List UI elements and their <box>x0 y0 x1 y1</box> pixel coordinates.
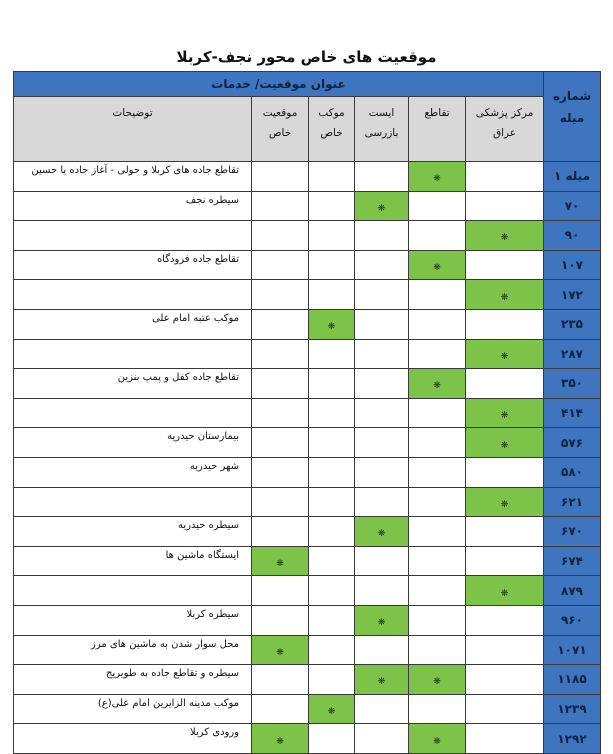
empty-cell <box>252 428 309 458</box>
empty-cell <box>252 517 309 547</box>
marker-number: ۵۸۰ <box>544 457 601 487</box>
marker-number: ۶۷۰ <box>544 517 601 547</box>
mokeb-mark <box>309 694 355 724</box>
description-cell: سیطره کربلا <box>14 605 252 635</box>
empty-cell <box>355 250 409 280</box>
table-row <box>14 487 601 517</box>
medical-mark <box>466 428 544 458</box>
checkpoint-mark <box>355 605 409 635</box>
empty-cell <box>409 635 466 665</box>
empty-cell <box>252 398 309 428</box>
empty-cell <box>466 605 544 635</box>
asterisk-icon: ❋ <box>276 736 284 747</box>
table-row <box>14 605 601 635</box>
table-body <box>14 162 601 754</box>
asterisk-icon: ❋ <box>327 706 336 717</box>
empty-cell <box>309 576 355 606</box>
empty-cell <box>466 517 544 547</box>
asterisk-icon: ❋ <box>500 233 509 244</box>
table-row <box>14 724 601 754</box>
empty-cell <box>252 369 309 399</box>
asterisk-icon: ❋ <box>500 440 509 451</box>
medical-mark <box>466 576 544 606</box>
description-cell <box>14 576 252 606</box>
header-col-medical: مرکز پزشکی عراق <box>466 97 544 162</box>
marker-number: ۱۲۳۹ <box>544 694 601 724</box>
empty-cell <box>309 250 355 280</box>
empty-cell <box>309 546 355 576</box>
empty-cell <box>409 339 466 369</box>
marker-number: ۱۰۷۱ <box>544 635 601 665</box>
header-col-mokeb: موکب خاص <box>309 97 355 162</box>
description-cell: موکب عتبه امام علی <box>14 309 252 339</box>
empty-cell <box>466 191 544 221</box>
asterisk-icon: ❋ <box>327 322 336 333</box>
checkpoint-mark <box>355 517 409 547</box>
marker-number: ۲۳۵ <box>544 309 601 339</box>
asterisk-icon: ❋ <box>433 736 441 747</box>
empty-cell <box>409 605 466 635</box>
empty-cell <box>466 665 544 695</box>
empty-cell <box>309 339 355 369</box>
description-cell: محل سوار شدن به ماشین های مرز <box>14 635 252 665</box>
table-row <box>14 546 601 576</box>
asterisk-icon: ❋ <box>377 529 386 540</box>
empty-cell <box>355 280 409 310</box>
empty-cell <box>466 309 544 339</box>
empty-cell <box>409 398 466 428</box>
asterisk-icon: ❋ <box>377 203 386 214</box>
empty-cell <box>252 250 309 280</box>
marker-number: ۲۸۷ <box>544 339 601 369</box>
locations-table <box>13 71 601 754</box>
asterisk-icon: ❋ <box>433 174 441 185</box>
marker-number: میله ۱ <box>544 162 601 192</box>
table-row <box>14 457 601 487</box>
header-number-line1: شماره <box>552 88 592 103</box>
empty-cell <box>466 250 544 280</box>
empty-cell <box>309 724 355 754</box>
table-row <box>14 221 601 251</box>
special-mark <box>252 546 309 576</box>
intersection-mark <box>409 665 466 695</box>
empty-cell <box>252 694 309 724</box>
empty-cell <box>309 162 355 192</box>
asterisk-icon: ❋ <box>433 677 441 688</box>
description-cell <box>14 280 252 310</box>
medical-mark <box>466 280 544 310</box>
marker-number: ۹۰ <box>544 221 601 251</box>
empty-cell <box>466 546 544 576</box>
description-cell: تقاطع جاده کفل و پمپ بنزین <box>14 369 252 399</box>
table-row <box>14 162 601 192</box>
table-row <box>14 280 601 310</box>
description-cell: ورودی کربلا <box>14 724 252 754</box>
table-row <box>14 250 601 280</box>
description-cell <box>14 398 252 428</box>
asterisk-icon: ❋ <box>433 381 441 392</box>
empty-cell <box>309 487 355 517</box>
asterisk-icon: ❋ <box>500 292 509 303</box>
marker-number: ۱۱۸۵ <box>544 665 601 695</box>
asterisk-icon: ❋ <box>500 588 509 599</box>
empty-cell <box>355 457 409 487</box>
medical-mark <box>466 398 544 428</box>
header-col-special: موقعیت خاص <box>252 97 309 162</box>
empty-cell <box>309 398 355 428</box>
description-cell: سیطره حیدریه <box>14 517 252 547</box>
mokeb-mark <box>309 309 355 339</box>
empty-cell <box>355 576 409 606</box>
medical-mark <box>466 221 544 251</box>
table-row <box>14 635 601 665</box>
empty-cell <box>466 369 544 399</box>
empty-cell <box>355 339 409 369</box>
empty-cell <box>309 191 355 221</box>
intersection-mark <box>409 369 466 399</box>
empty-cell <box>355 546 409 576</box>
description-cell: سیطره و تقاطع جاده به طویریج <box>14 665 252 695</box>
medical-mark <box>466 487 544 517</box>
empty-cell <box>409 191 466 221</box>
marker-number: ۵۷۶ <box>544 428 601 458</box>
table-row <box>14 309 601 339</box>
empty-cell <box>252 665 309 695</box>
description-cell: سیطره نجف <box>14 191 252 221</box>
empty-cell <box>409 457 466 487</box>
empty-cell <box>466 724 544 754</box>
empty-cell <box>355 724 409 754</box>
empty-cell <box>355 694 409 724</box>
checkpoint-mark <box>355 191 409 221</box>
empty-cell <box>409 517 466 547</box>
empty-cell <box>309 280 355 310</box>
empty-cell <box>409 221 466 251</box>
table-row <box>14 517 601 547</box>
asterisk-icon: ❋ <box>377 618 386 629</box>
empty-cell <box>355 162 409 192</box>
empty-cell <box>466 162 544 192</box>
table-row <box>14 398 601 428</box>
empty-cell <box>355 428 409 458</box>
empty-cell <box>252 339 309 369</box>
description-cell: موکب مدینه الزایرین امام علی(ع) <box>14 694 252 724</box>
empty-cell <box>252 457 309 487</box>
empty-cell <box>309 635 355 665</box>
header-col-description: توضیحات <box>14 97 252 162</box>
empty-cell <box>409 280 466 310</box>
special-mark <box>252 724 309 754</box>
table-row <box>14 339 601 369</box>
empty-cell <box>355 369 409 399</box>
header-col-checkpoint: ایست بازرسی <box>355 97 409 162</box>
empty-cell <box>355 309 409 339</box>
table-row <box>14 428 601 458</box>
marker-number: ۱۲۹۲ <box>544 724 601 754</box>
table-row <box>14 191 601 221</box>
description-cell: بیمارستان حیدریه <box>14 428 252 458</box>
empty-cell <box>466 635 544 665</box>
empty-cell <box>355 635 409 665</box>
empty-cell <box>355 398 409 428</box>
empty-cell <box>309 457 355 487</box>
empty-cell <box>252 162 309 192</box>
empty-cell <box>252 221 309 251</box>
intersection-mark <box>409 724 466 754</box>
asterisk-icon: ❋ <box>377 677 386 688</box>
empty-cell <box>309 665 355 695</box>
marker-number: ۱۷۲ <box>544 280 601 310</box>
marker-number: ۴۱۴ <box>544 398 601 428</box>
empty-cell <box>409 487 466 517</box>
empty-cell <box>309 221 355 251</box>
empty-cell <box>252 576 309 606</box>
empty-cell <box>309 428 355 458</box>
checkpoint-mark <box>355 665 409 695</box>
table-row <box>14 665 601 695</box>
header-number <box>544 72 601 162</box>
empty-cell <box>409 428 466 458</box>
marker-number: ۷۰ <box>544 191 601 221</box>
asterisk-icon: ❋ <box>500 351 509 362</box>
empty-cell <box>252 280 309 310</box>
asterisk-icon: ❋ <box>433 263 441 274</box>
description-cell <box>14 339 252 369</box>
marker-number: ۶۲۱ <box>544 487 601 517</box>
marker-number: ۶۷۴ <box>544 546 601 576</box>
empty-cell <box>409 576 466 606</box>
page-title: موقعیت های خاص محور نجف-کربلا <box>176 48 437 66</box>
description-cell: تقاطع جاده فرودگاه <box>14 250 252 280</box>
empty-cell <box>355 221 409 251</box>
intersection-mark <box>409 250 466 280</box>
description-cell <box>14 221 252 251</box>
asterisk-icon: ❋ <box>276 647 284 658</box>
empty-cell <box>466 694 544 724</box>
empty-cell <box>309 517 355 547</box>
description-cell: شهر حیدریه <box>14 457 252 487</box>
marker-number: ۱۰۷ <box>544 250 601 280</box>
header-group-title: عنوان موقعیت/ خدمات <box>14 72 544 97</box>
table-row <box>14 576 601 606</box>
asterisk-icon: ❋ <box>500 411 509 422</box>
asterisk-icon: ❋ <box>276 559 284 570</box>
description-cell: تقاطع جاده های کربلا و حولی - آغاز جاده یا حسین <box>14 162 252 192</box>
description-cell <box>14 487 252 517</box>
special-mark <box>252 635 309 665</box>
empty-cell <box>409 694 466 724</box>
marker-number: ۹۶۰ <box>544 605 601 635</box>
empty-cell <box>355 487 409 517</box>
table-row <box>14 369 601 399</box>
empty-cell <box>309 605 355 635</box>
empty-cell <box>252 309 309 339</box>
medical-mark <box>466 339 544 369</box>
empty-cell <box>409 309 466 339</box>
empty-cell <box>252 191 309 221</box>
marker-number: ۳۵۰ <box>544 369 601 399</box>
empty-cell <box>466 457 544 487</box>
empty-cell <box>252 487 309 517</box>
empty-cell <box>309 369 355 399</box>
description-cell: ایستگاه ماشین ها <box>14 546 252 576</box>
marker-number: ۸۷۹ <box>544 576 601 606</box>
header-number-line2: میله <box>559 110 585 125</box>
empty-cell <box>409 546 466 576</box>
table-row <box>14 694 601 724</box>
header-col-intersection: تقاطع <box>409 97 466 162</box>
intersection-mark <box>409 162 466 192</box>
empty-cell <box>252 605 309 635</box>
asterisk-icon: ❋ <box>500 499 509 510</box>
